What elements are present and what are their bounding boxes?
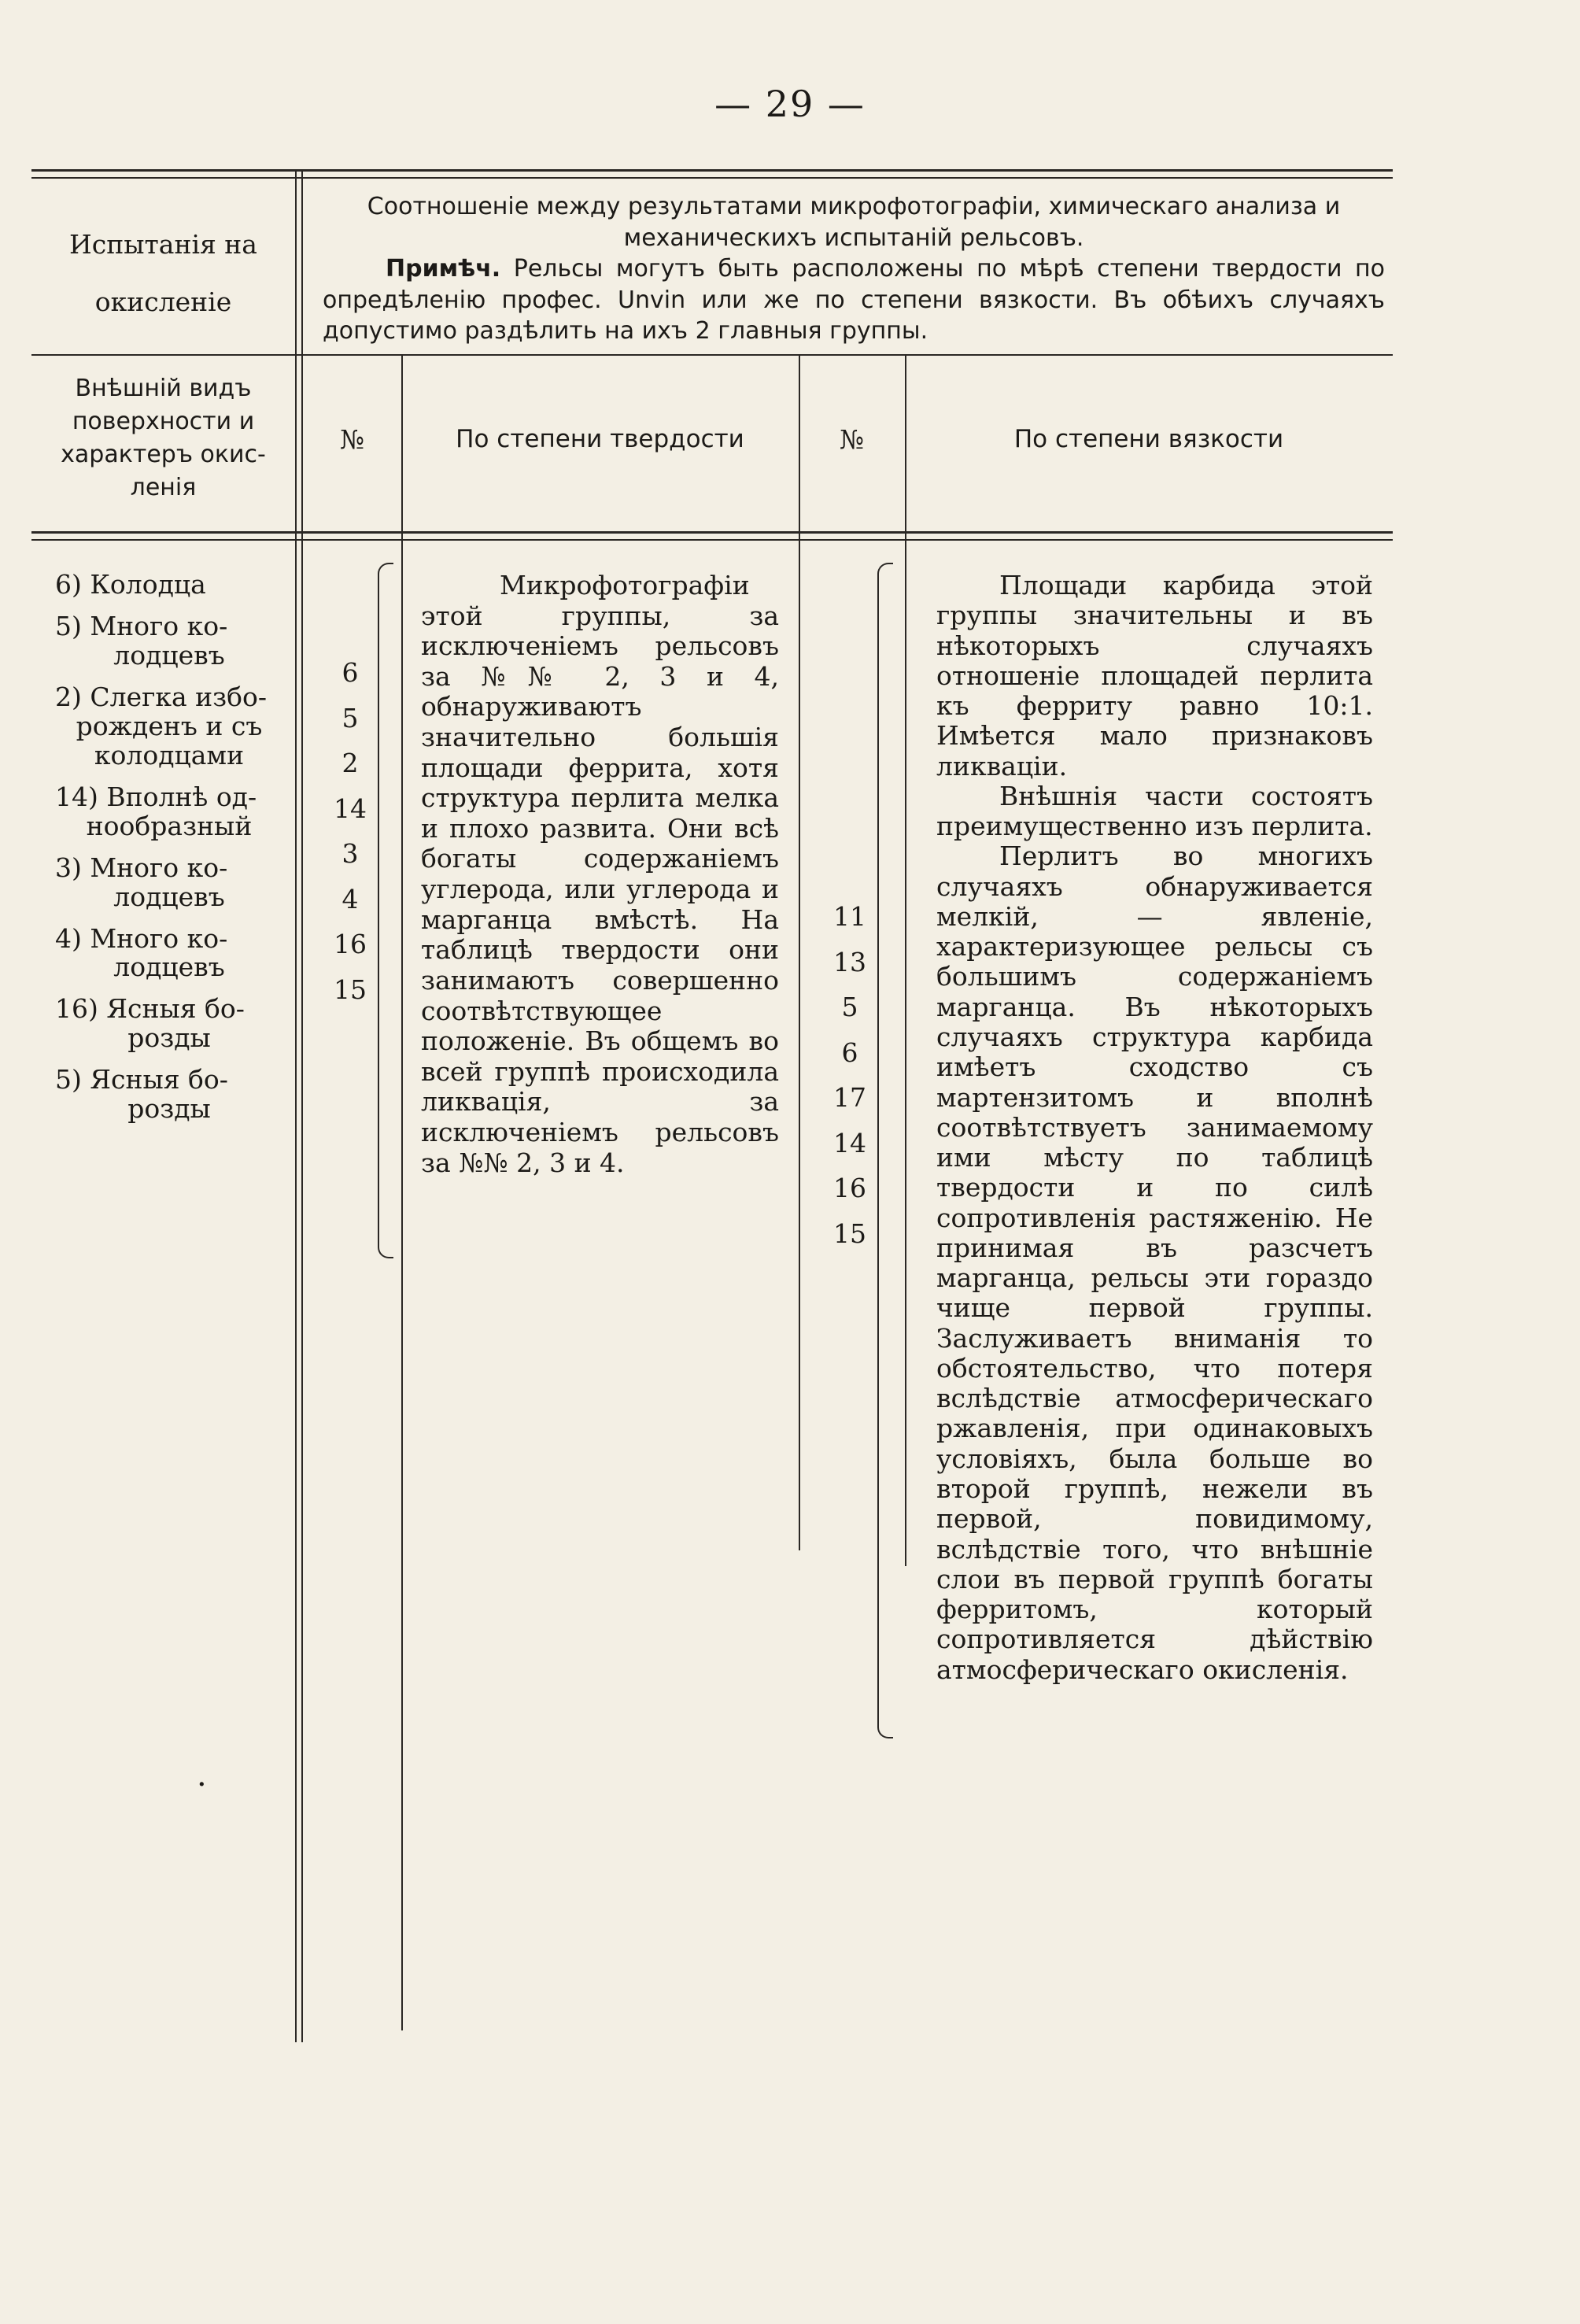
col-divider-4: [905, 354, 906, 1566]
hardness-header: По степени твердости: [456, 425, 744, 453]
data-table: [31, 169, 1393, 2097]
surface-list: [39, 571, 299, 1136]
test-col-header: [31, 216, 295, 331]
surface-line-1: Внѣшній видъ: [75, 375, 252, 402]
viscosity-header: По степени вязкости: [1013, 425, 1284, 453]
surface-item: [39, 783, 299, 841]
table-top-rule-inner: [31, 177, 1393, 179]
hardness-text: Микрофотографіи этой группы, за исключеніемъ рельсовъ за №№ 2, 3 и 4, обнаруживаютъ значительно большія площади феррита, хотя структура перлита мелка и плохо развита. Они всѣ богаты содержаніемъ углерода, или углерода и марганца вмѣстѣ. На таблицѣ твердости они занимаютъ совершенно соотвѣтствующее положеніе. Въ общемъ во всей группѣ происходила ликвація, за исключеніемъ рельсовъ за №№ 2, 3 и 4.: [421, 570, 779, 1178]
viscosity-number: 11: [833, 901, 866, 932]
viscosity-paragraph: Перлитъ во многихъ случаяхъ обнаруживается мелкій, — явленіе, характеризующее рельсы съ большимъ содержаніемъ марганца. Въ нѣкоторыхъ случаяхъ структура карбида имѣетъ сходство съ мартензитомъ и вполнѣ соотвѣтствуетъ занимаемому ими мѣсту по таблицѣ твердости и по силѣ сопротивленія растяженію. Не принимая въ разсчетъ марганца, рельсы эти гораздо чище первой группы. Заслуживаетъ вниманія то обстоятельство, что потеря вслѣдствіе атмосферическаго ржавленія, при одинаковыхъ условіяхъ, была больше во второй группѣ, нежели въ первой, повидимому, вслѣдствіе того, что внѣшніе слои въ первой группѣ богаты ферритомъ, который сопротивляется дѣйствію атмосферическаго окисленія.: [936, 841, 1373, 1685]
surface-item-text: 14) Вполнѣ од-: [55, 781, 257, 812]
viscosity-paragraph: Внѣшнія части состоятъ преимущественно изъ перлита.: [936, 780, 1373, 842]
viscosity-number: 16: [833, 1173, 866, 1203]
viscosity-number: 5: [841, 992, 858, 1022]
num-header-2: №: [839, 424, 865, 455]
surface-item: [39, 571, 299, 600]
page-number: — 29 —: [714, 83, 866, 125]
subheader-divider: [31, 531, 1393, 534]
table-note: [323, 253, 1385, 347]
test-col-line-2: окисленіе: [94, 286, 232, 317]
viscosity-group-brace: [877, 563, 893, 1738]
surface-item: [39, 612, 299, 671]
surface-item-text: 5) Много ко-: [55, 610, 228, 641]
surface-item-cont: лодцевъ: [113, 881, 225, 912]
surface-line-3: характеръ окис-: [61, 441, 266, 468]
surface-item-text: 16) Ясныя бо-: [55, 993, 245, 1025]
hardness-number: 4: [341, 883, 359, 914]
ink-speck: ·: [197, 1767, 207, 1803]
hardness-number: 16: [334, 929, 367, 959]
surface-item-cont: лодцевъ: [113, 951, 225, 983]
viscosity-number: 13: [833, 946, 866, 977]
col-divider-3: [799, 354, 800, 1550]
surface-item: [39, 922, 299, 983]
table-top-rule: [31, 169, 1393, 172]
hardness-number: 3: [341, 838, 359, 869]
viscosity-number: 17: [833, 1082, 866, 1113]
surface-line-2: поверхности и: [72, 408, 255, 435]
subheader-divider-inner: [31, 539, 1393, 541]
table-title: Соотношеніе между результатами микрофотографіи, химическаго анализа и механическихъ испытаній рельсовъ.: [367, 193, 1341, 252]
viscosity-number: 14: [833, 1127, 866, 1158]
hardness-number: 5: [341, 702, 359, 733]
surface-item: [39, 683, 299, 770]
surface-item-cont: розды: [127, 1022, 211, 1054]
viscosity-text: [936, 571, 1373, 1685]
surface-item: [39, 1066, 299, 1124]
note-text: Рельсы могутъ быть расположены по мѣрѣ степени твердости по опредѣленію профес. Unvin или же по степени вязкости. Въ обѣихъ случаяхъ допустимо раздѣлить на ихъ 2 главныя группы.: [323, 255, 1385, 345]
surface-item-cont: рожденъ и съ колодцами: [76, 710, 263, 770]
table-title-block: [323, 191, 1385, 347]
surface-item: [39, 854, 299, 912]
num-header-1: №: [339, 424, 365, 455]
surface-col-header: [31, 372, 295, 504]
header-divider: [31, 354, 1393, 356]
surface-item-text: 4) Много ко-: [55, 922, 228, 954]
viscosity-number: 6: [841, 1036, 858, 1068]
note-label: Примѣч.: [386, 255, 501, 283]
hardness-number: 2: [341, 748, 359, 778]
surface-item-cont: лодцевъ: [113, 639, 225, 671]
surface-item-cont: нообразный: [86, 810, 253, 841]
viscosity-number: 15: [833, 1217, 866, 1249]
col-divider-2: [401, 354, 403, 2030]
hardness-number: 15: [334, 974, 367, 1005]
test-col-line-1: Испытанія на: [69, 229, 257, 260]
viscosity-paragraph: Площади карбида этой группы значительны и въ нѣкоторыхъ случаяхъ отношеніе площадей перлита къ ферриту равно 10:1. Имѣется мало признаковъ ликваціи.: [936, 570, 1373, 781]
surface-item-cont: розды: [127, 1093, 211, 1125]
hardness-number: 14: [334, 793, 367, 824]
surface-item: [39, 995, 299, 1053]
surface-line-4: ленія: [130, 474, 197, 501]
hardness-group-brace: [378, 563, 393, 1258]
surface-item-text: 5) Ясныя бо-: [55, 1064, 228, 1095]
surface-item-text: 6) Колодца: [55, 569, 206, 600]
surface-item-text: 2) Слегка избо-: [55, 681, 268, 712]
surface-item-text: 3) Много ко-: [55, 852, 228, 883]
hardness-number: 6: [341, 657, 359, 688]
